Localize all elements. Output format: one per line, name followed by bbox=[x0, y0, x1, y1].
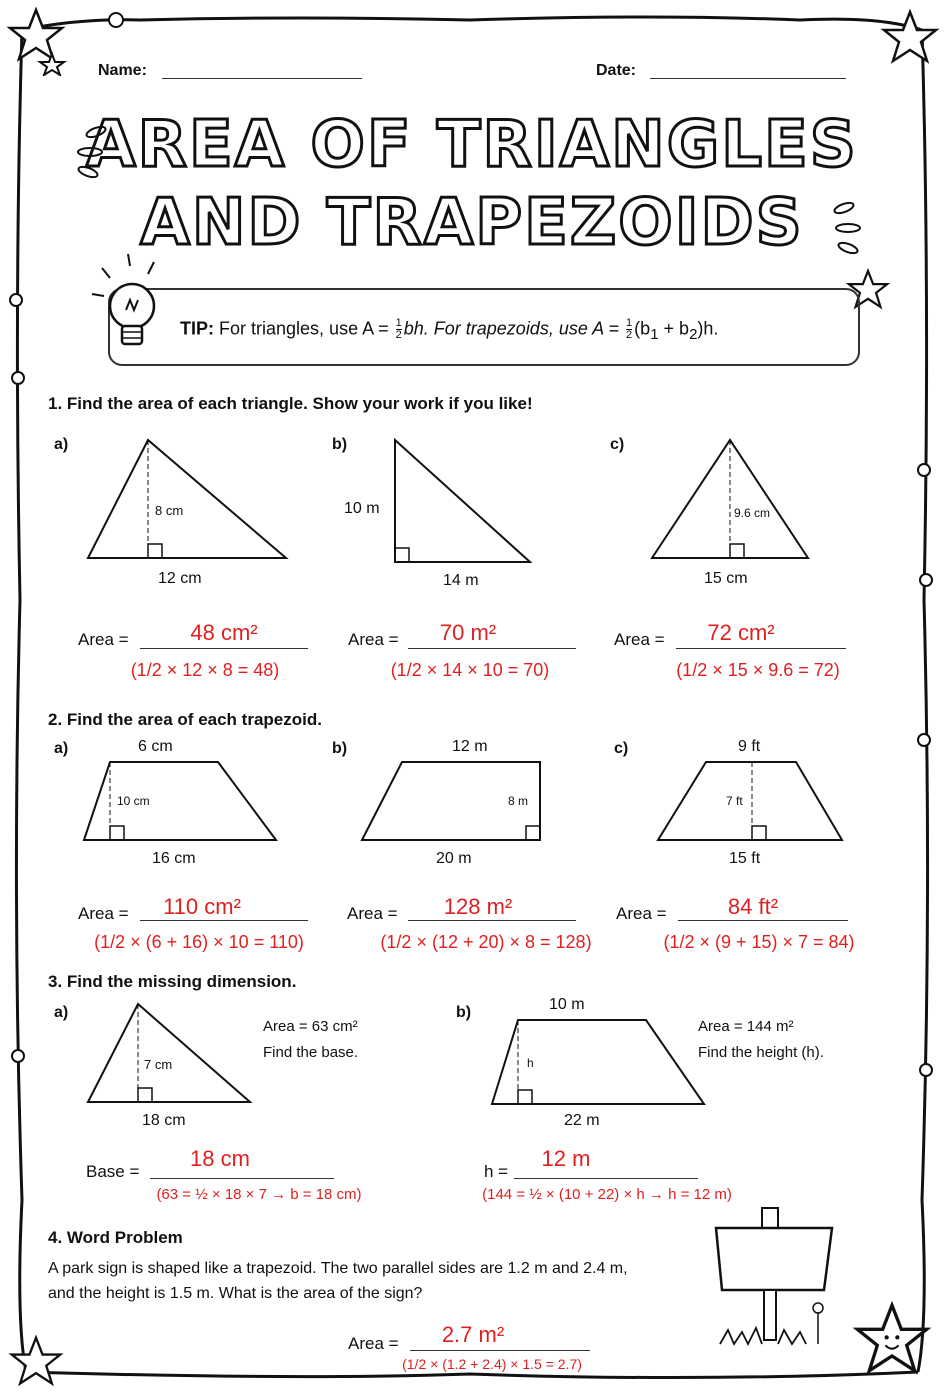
item-letter: b) bbox=[456, 1004, 472, 1021]
work-text: (1/2 × (9 + 15) × 7 = 84) bbox=[663, 932, 855, 952]
title-line-1: AREA OF TRIANGLES bbox=[86, 108, 858, 182]
height-label: 9.6 cm bbox=[734, 506, 771, 520]
base-label: 14 m bbox=[443, 572, 479, 589]
base-label: 18 cm bbox=[142, 1112, 186, 1129]
bottom-base-label: 22 m bbox=[564, 1112, 600, 1129]
answer-line[interactable] bbox=[150, 1178, 334, 1179]
item-letter: c) bbox=[614, 740, 629, 757]
item-letter: b) bbox=[332, 740, 348, 757]
given-area: Area = 144 m² bbox=[698, 1018, 794, 1035]
height-label: 7 cm bbox=[144, 1057, 173, 1072]
answer-value: 12 m bbox=[541, 1146, 591, 1171]
answer-label: Base = bbox=[86, 1162, 140, 1181]
bottom-base-label: 20 m bbox=[436, 850, 472, 867]
height-label: 8 cm bbox=[155, 503, 184, 518]
base-label: 12 cm bbox=[158, 570, 202, 587]
title-line-2: AND TRAPEZOIDS bbox=[140, 186, 804, 260]
name-label: Name: bbox=[98, 62, 147, 79]
star-icon bbox=[880, 8, 940, 68]
top-base-label: 10 m bbox=[549, 996, 585, 1013]
star-icon bbox=[8, 1334, 64, 1390]
answer-line[interactable] bbox=[676, 648, 846, 649]
item-letter: a) bbox=[54, 740, 69, 757]
area-label: Area = bbox=[348, 630, 399, 649]
bottom-base-label: 16 cm bbox=[152, 850, 196, 867]
answer-value: 2.7 m² bbox=[441, 1322, 505, 1347]
height-label: 10 cm bbox=[117, 794, 150, 808]
item-letter: a) bbox=[54, 1004, 69, 1021]
top-base-label: 9 ft bbox=[738, 738, 761, 755]
work-text: (1/2 × (1.2 + 2.4) × 1.5 = 2.7) bbox=[402, 1356, 582, 1372]
given-area: Area = 63 cm² bbox=[263, 1018, 358, 1035]
triangle-diagrams bbox=[0, 430, 944, 570]
answer-line[interactable] bbox=[408, 920, 576, 921]
answer-value: 110 cm² bbox=[163, 894, 241, 919]
sparkle-icon bbox=[66, 118, 116, 188]
top-base-label: 12 m bbox=[452, 738, 488, 755]
answer-line[interactable] bbox=[678, 920, 848, 921]
area-label: Area = bbox=[348, 1334, 399, 1353]
height-label: h bbox=[527, 1056, 534, 1070]
answer-value: 72 cm² bbox=[707, 620, 775, 645]
section-2-heading: 2. Find the area of each trapezoid. bbox=[48, 710, 322, 729]
given-instruction: Find the height (h). bbox=[698, 1044, 824, 1061]
answer-value: 48 cm² bbox=[190, 620, 258, 645]
date-label: Date: bbox=[596, 62, 637, 79]
section-1-heading: 1. Find the area of each triangle. Show your work if you like! bbox=[48, 394, 533, 413]
answer-value: 84 ft² bbox=[727, 894, 779, 919]
top-base-label: 6 cm bbox=[138, 738, 173, 755]
answer-line[interactable] bbox=[140, 920, 308, 921]
work-text: (1/2 × 15 × 9.6 = 72) bbox=[676, 660, 840, 680]
base-label: 15 cm bbox=[704, 570, 748, 587]
answer-line[interactable] bbox=[140, 648, 308, 649]
work-text: (1/2 × 14 × 10 = 70) bbox=[390, 660, 550, 680]
height-label: 7 ft bbox=[726, 794, 743, 808]
work-text: (63 = ½ × 18 × 7 → b = 18 cm) bbox=[156, 1186, 362, 1203]
given-instruction: Find the base. bbox=[263, 1044, 359, 1061]
answer-value: 128 m² bbox=[443, 894, 513, 919]
tip-text: TIP: For triangles, use A = $\frac{1}{2}$ bh. For trapezoids, use A = $\frac{1}{2}$ $(b_1 + b_2)h$. bbox=[180, 317, 719, 343]
section-4-heading: 4. Word Problem bbox=[48, 1228, 183, 1247]
park-sign-icon bbox=[706, 1204, 840, 1354]
area-label: Area = bbox=[78, 630, 129, 649]
word-problem-line-1: A park sign is shaped like a trapezoid. The two parallel sides are 1.2 m and 2.4 m, bbox=[48, 1260, 628, 1277]
answer-value: 18 cm bbox=[190, 1146, 250, 1171]
work-text: (1/2 × (6 + 16) × 10 = 110) bbox=[94, 932, 304, 952]
answer-line[interactable] bbox=[410, 1350, 590, 1351]
bottom-base-label: 15 ft bbox=[729, 850, 761, 867]
sparkle-icon bbox=[822, 196, 872, 266]
area-label: Area = bbox=[616, 904, 667, 923]
answer-label: h = bbox=[484, 1162, 509, 1181]
work-text: (1/2 × 12 × 8 = 48) bbox=[130, 660, 280, 680]
area-label: Area = bbox=[614, 630, 665, 649]
word-problem-line-2: and the height is 1.5 m. What is the area of the sign? bbox=[48, 1285, 423, 1302]
star-icon bbox=[6, 6, 76, 76]
item-letter: b) bbox=[332, 436, 348, 453]
lightbulb-icon bbox=[88, 248, 178, 358]
answer-value: 70 m² bbox=[439, 620, 497, 645]
date-field[interactable] bbox=[650, 78, 846, 79]
section-3-heading: 3. Find the missing dimension. bbox=[48, 972, 297, 991]
name-field[interactable] bbox=[162, 78, 362, 79]
area-label: Area = bbox=[78, 904, 129, 923]
item-letter: a) bbox=[54, 436, 69, 453]
answer-line[interactable] bbox=[514, 1178, 698, 1179]
height-label: 10 m bbox=[344, 500, 380, 517]
height-label: 8 m bbox=[508, 794, 529, 808]
answer-line[interactable] bbox=[408, 648, 576, 649]
work-text: (144 = ½ × (10 + 22) × h → h = 12 m) bbox=[482, 1186, 732, 1203]
item-letter: c) bbox=[610, 436, 625, 453]
work-text: (1/2 × (12 + 20) × 8 = 128) bbox=[380, 932, 592, 952]
area-label: Area = bbox=[347, 904, 398, 923]
smiling-star-icon bbox=[852, 1300, 932, 1380]
